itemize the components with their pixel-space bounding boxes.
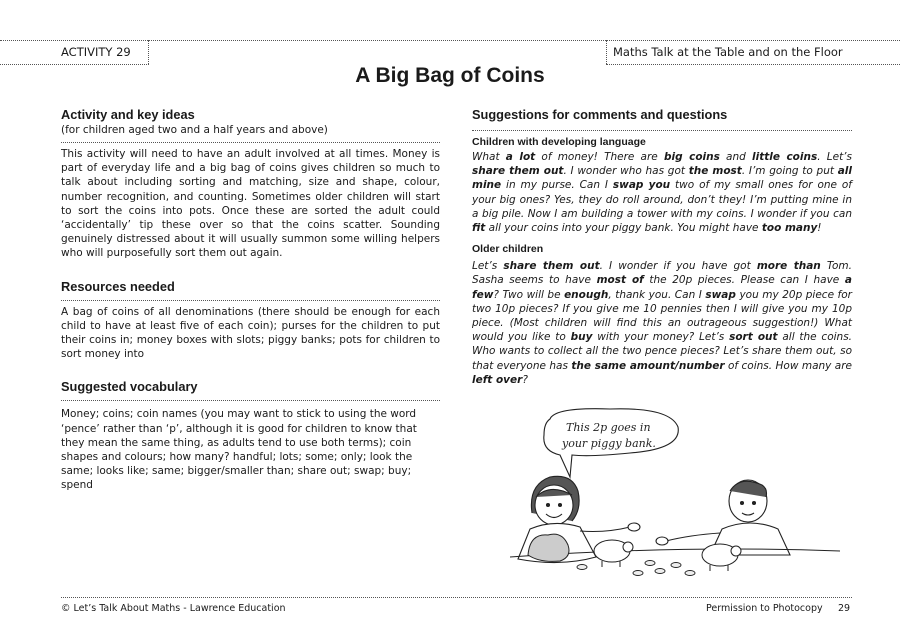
emphasis: big coins [663,151,720,163]
emphasis: enough [564,288,609,301]
emphasis: left over [472,373,523,386]
piggy-bank-icon [594,540,633,567]
piggy-bank-icon [702,544,741,571]
footer-page-number: 29 [838,603,851,614]
speech-line-2: your piggy bank. [562,437,656,450]
emphasis: a lot [505,151,536,163]
coin-bag [528,534,569,561]
vocab-text: Money; coins; coin names (you may want to stick to using the word ‘pence’ rather than ‘p’, although it is good for children to know that they mean the same thing, as adults tend to use both terms); coin shapes and colours; how many? handful; lots; some; only; look the same; looks like; same; bigger/smaller than; share out; swap; buy; spend [61,408,417,492]
emphasis: the same amount/number [571,359,725,372]
emphasis: more than [756,260,821,273]
emphasis: buy [570,331,593,344]
footer-copyright: © Let’s Talk About Maths - Lawrence Education [61,603,286,614]
emphasis: little coins [752,151,818,163]
emphasis: too many [761,222,818,235]
older-heading: Older children [472,243,544,256]
vocab-heading: Suggested vocabulary [61,379,198,395]
footer-permission: Permission to Photocopy [706,603,823,614]
resources-heading: Resources needed [61,278,175,294]
speech-bubble [544,409,678,477]
emphasis: fit [472,222,486,235]
emphasis: most of [596,274,644,287]
page-title: A Big Bag of Coins [355,64,545,87]
activity-text: This activity will need to have an adult involved at all times. Money is part of everyday life and a big bag of coins gives children so much to talk about including sorting and matching, size and shape, colour, number recognition, and counting. Sometimes older children will start to sort the coins into pots. Once these are sorted the adult could ‘accidentally’ tip these over so that the coins scatter. Sounding genuinely distressed about it will usually summon some willing helpers who will purposefully sort them out again. [61,148,440,260]
emphasis: sort out [729,331,778,344]
emphasis: share them out [503,260,600,273]
series-label-box [606,40,900,64]
emphasis: a few [472,274,852,301]
developing-heading: Children with developing language [472,136,646,148]
age-note: (for children aged two and a half years and above) [61,124,328,136]
older-text: Let’s share them out. I wonder if you have got more than Tom. Sasha seems to have most of the 20p pieces. Please can I have a few? Two will be enough, thank you. Can I swap you my 20p piece for two 10p pieces? If you give me 10 pennies then I will give you my 10p piece. (Most children will find this an outrageous suggestion!) What would you like to buy with your money? Let’s sort out all the coins. Who wants to collect all the two pence pieces? Let’s share them out, so that everyone has the same amount/number of coins. How many are left over? [472,260,853,386]
emphasis: swap you [612,179,671,192]
emphasis: the most [688,165,742,178]
activity-heading: Activity and key ideas [61,107,195,122]
footer-rule [61,597,852,598]
speech-line-1: This 2p goes in [566,421,651,434]
right-column [472,106,852,387]
activity-label-box [0,40,149,64]
divider [61,300,440,301]
coins [577,561,695,576]
suggestions-heading: Suggestions for comments and questions [472,107,728,122]
divider [61,400,440,401]
emphasis: all mine [472,165,852,192]
children-coins-illustration [510,405,850,585]
divider [61,142,440,143]
resources-text: A bag of coins of all denominations (there should be enough for each child to have at least five of each coin); purses for the children to put their coins in; money boxes with slots; piggy banks; pots for children to sort money into [61,305,440,361]
activity-label: ACTIVITY 29 [61,45,131,59]
emphasis: share them out [472,165,564,178]
emphasis: swap [705,288,736,301]
developing-text: What a lot of money! There are big coins and little coins. Let’s share them out. I wonder who has got the most. I’m going to put all mine in my purse. Can I swap you two of my small ones for one of your big ones? Yes, they do roll around, don’t they! I’m putting mine in a big pile. Now I am building a tower with my coins. I wonder if you can fit all your coins into your piggy bank. You might have too many! [472,151,852,235]
left-column [61,106,440,493]
divider [472,130,852,131]
series-label: Maths Talk at the Table and on the Floor [613,45,843,59]
